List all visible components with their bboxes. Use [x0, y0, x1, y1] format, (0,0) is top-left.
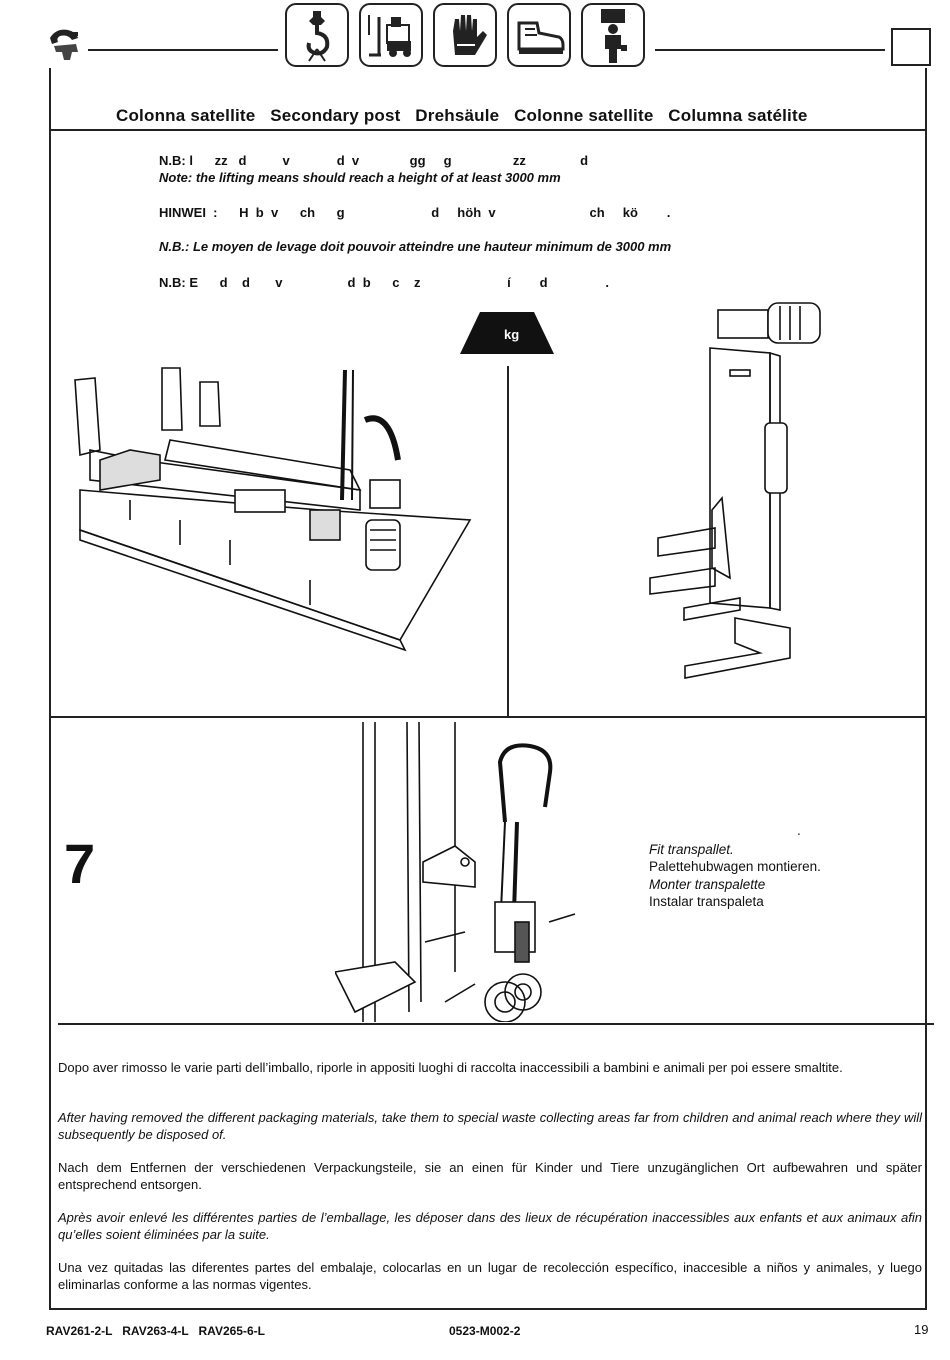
step-number: 7 — [64, 832, 96, 895]
forklift-icon — [359, 3, 423, 67]
step-rule — [58, 1023, 934, 1025]
note-italian: N.B: l zz d v d v gg g zz d — [159, 153, 589, 168]
note-french: N.B.: Le moyen de levage doit pouvoir atteindre une hauteur minimum de 3000 mm — [159, 239, 672, 254]
weight-badge-label: kg — [504, 327, 520, 342]
crate-lifting-illustration — [70, 360, 480, 660]
pallet-truck-illustration — [335, 722, 595, 1022]
disposal-paragraph-german: Nach dem Entfernen der verschiedenen Verpackungsteile, sie an einen für Kinder und Tiere unzugänglichen Ort aufbewahren und später entsprechend entsorgen. — [58, 1160, 922, 1192]
note-spanish: N.B: E d d v d b c z í d . — [159, 275, 610, 290]
upper-row-rule — [49, 716, 927, 718]
section-title: Colonna satellite Secondary post Drehsäule Colonne satellite Columna satélite — [116, 106, 808, 125]
header-rule-left — [88, 49, 278, 51]
instruction-line-french: Monter transpalette — [649, 877, 766, 892]
instruction-line-italian: . — [797, 823, 801, 838]
instruction-line-spanish: Instalar transpaleta — [649, 894, 764, 909]
page-number: 19 — [914, 1322, 929, 1337]
header-rule-right — [655, 49, 885, 51]
frame-bottom — [49, 1308, 927, 1310]
frame-right — [925, 68, 927, 1310]
corner-box — [891, 28, 931, 66]
disposal-paragraph-english: After having removed the different packaging materials, take them to special waste collecting areas far from children and animal reach where they will subsequently be disposed of. — [58, 1110, 922, 1142]
safety-shoe-icon — [507, 3, 571, 67]
instruction-line-german: Palettehubwagen montieren. — [649, 859, 821, 874]
illustration-divider — [507, 366, 509, 716]
secondary-post-illustration — [640, 298, 840, 698]
footer-doc-code: 0523-M002-2 — [449, 1324, 521, 1338]
crane-hook-icon — [285, 3, 349, 67]
disposal-paragraph-french: Après avoir enlevé les différentes parties de l’emballage, les déposer dans des lieux de récupération inaccessibles aux enfants et aux animaux afin qu’elles soient éliminées par la suite. — [58, 1210, 922, 1242]
footer-models: RAV261-2-L RAV263-4-L RAV265-6-L — [46, 1324, 265, 1338]
note-english: Note: the lifting means should reach a height of at least 3000 mm — [159, 170, 561, 185]
safety-glove-icon — [433, 3, 497, 67]
worker-helmet-icon — [581, 3, 645, 67]
note-german: HINWEI : H b v ch g d höh v ch kö . — [159, 205, 671, 220]
company-logo-icon — [46, 24, 86, 64]
title-rule — [49, 129, 927, 131]
disposal-paragraph-italian: Dopo aver rimosso le varie parti dell’imballo, riporle in appositi luoghi di raccolta inaccessibili a bambini e animali per poi essere smaltite. — [58, 1060, 843, 1075]
instruction-line-english: Fit transpallet. — [649, 842, 734, 857]
frame-left — [49, 68, 51, 1310]
disposal-paragraph-spanish: Una vez quitadas las diferentes partes del embalaje, colocarlas en un lugar de recolección específico, inaccesible a niños y animales, y luego eliminarlas conforme a las normas vigentes. — [58, 1260, 922, 1292]
